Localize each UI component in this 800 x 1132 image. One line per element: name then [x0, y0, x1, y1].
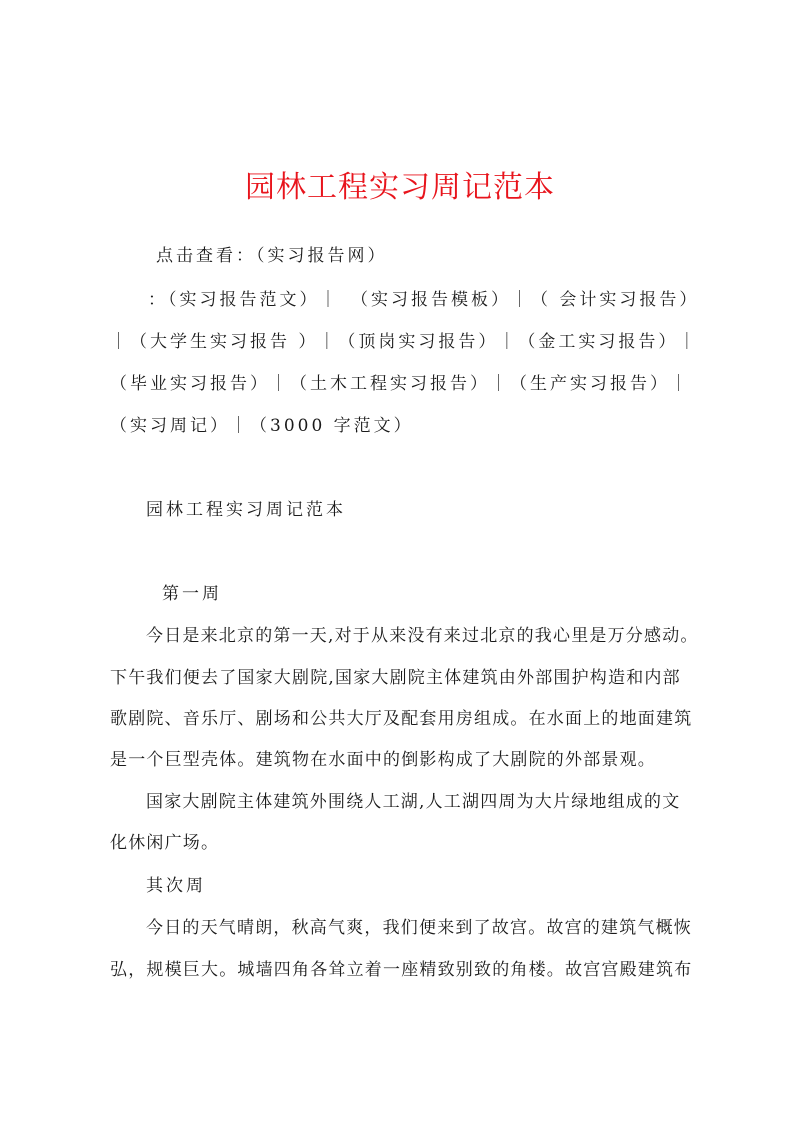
- nav-links-row-4[interactable]: （实习周记）｜（3000 字范文）: [110, 416, 414, 436]
- paragraph-line: 下午我们便去了国家大剧院,国家大剧院主体建筑由外部围护构造和内部: [110, 668, 681, 688]
- paragraph-line: 弘，规模巨大。城墙四角各耸立着一座精致别致的角楼。故宫宫殿建筑布: [110, 960, 693, 980]
- nav-prefix: 点击查看：（实习报告网）: [156, 246, 388, 266]
- nav-links-row-2[interactable]: ｜（大学生实习报告 ）｜（顶岗实习报告）｜（金工实习报告）｜: [110, 332, 699, 352]
- nav-links-row-1[interactable]: ：（实习报告范文）｜ （实习报告模板）｜（ 会计实习报告）: [148, 290, 700, 310]
- paragraph-line: 今日是来北京的第一天,对于从来没有来过北京的我心里是万分感动。: [146, 626, 699, 646]
- page-title: 园林工程实习周记范本: [245, 170, 555, 205]
- paragraph-line: 化休闲广场。: [110, 833, 220, 853]
- week-2-label: 其次周: [146, 876, 206, 896]
- week-1-label: 第一周: [162, 584, 222, 604]
- paragraph-line: 是一个巨型壳体。建筑物在水面中的倒影构成了大剧院的外部景观。: [110, 750, 656, 770]
- paragraph-line: 歌剧院、音乐厅、剧场和公共大厅及配套用房组成。在水面上的地面建筑: [110, 709, 693, 729]
- nav-links-row-3[interactable]: （毕业实习报告）｜（土木工程实习报告）｜（生产实习报告）｜: [110, 374, 690, 394]
- document-heading: 园林工程实习周记范本: [146, 500, 346, 520]
- paragraph-line: 今日的天气晴朗，秋高气爽，我们便来到了故宫。故宫的建筑气概恢: [146, 918, 692, 938]
- paragraph-line: 国家大剧院主体建筑外围绕人工湖,人工湖四周为大片绿地组成的文: [146, 792, 681, 812]
